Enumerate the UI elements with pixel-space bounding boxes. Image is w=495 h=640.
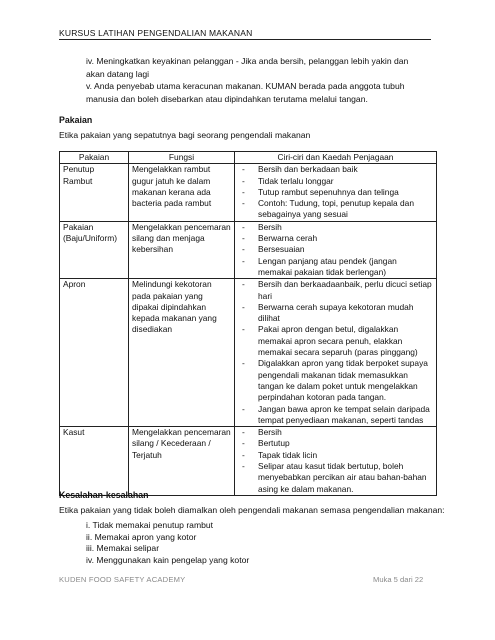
column-header: Fungsi bbox=[129, 152, 235, 164]
list-item: - Digalakkan apron yang tidak berpoket supaya pengendali makanan tidak memasukkan tangan ke dalam poket untuk mengelakkan perpindahan kotoran pada tangan. bbox=[238, 358, 433, 403]
section-heading-kesalahan: Kesalahan-kesalahan bbox=[59, 490, 149, 500]
list-item: - Selipar atau kasut tidak bertutup, boleh menyebabkan percikan air atau bahan-bahan asing ke dalam makanan. bbox=[238, 461, 433, 495]
table-cell-item: Kasut bbox=[60, 427, 129, 496]
list-item: - Tapak tidak licin bbox=[238, 450, 433, 461]
header-divider bbox=[59, 39, 431, 40]
list-item: iv. Menggunakan kain pengelap yang kotor bbox=[86, 554, 250, 565]
care-list bbox=[238, 222, 433, 278]
footer-academy-name: KUDEN FOOD SAFETY ACADEMY bbox=[59, 575, 186, 584]
table-cell-item: Pakaian (Baju/Uniform) bbox=[60, 221, 129, 278]
list-item: - Lengan panjang atau pendek (jangan memakai pakaian tidak berlengan) bbox=[238, 256, 433, 279]
intro-paragraph bbox=[86, 56, 436, 106]
column-header: Pakaian bbox=[60, 152, 129, 164]
table-cell-function: Mengelakkan pencemaran silang dan menjaga kebersihan bbox=[129, 221, 235, 278]
table-row bbox=[60, 279, 437, 427]
section-description-pakaian: Etika pakaian yang sepatutnya bagi seorang pengendali makanan bbox=[59, 130, 311, 140]
list-item: iii. Memakai selipar bbox=[86, 543, 160, 554]
table-row bbox=[60, 164, 437, 221]
care-list bbox=[238, 164, 433, 220]
care-list bbox=[238, 279, 433, 426]
intro-line: v. Anda penyebab utama keracunan makanan. KUMAN berada pada anggota tubuh bbox=[86, 81, 405, 91]
list-item: i. Tidak memakai penutup rambut bbox=[86, 520, 214, 530]
section-description-kesalahan: Etika pakaian yang tidak boleh diamalkan oleh pengendali makanan semasa pengendalian makanan: bbox=[59, 505, 445, 515]
list-item: - Pakai apron dengan betul, digalakkan memakai apron secara penuh, elakkan memakai secara separuh (paras pinggang) bbox=[238, 324, 433, 358]
intro-line: manusia dan boleh disebarkan atau dipindahkan terutama melalui tangan. bbox=[86, 93, 368, 104]
intro-line: iv. Meningkatkan keyakinan pelanggan - Jika anda bersih, pelanggan lebih yakin dan bbox=[86, 56, 409, 66]
list-item: ii. Memakai apron yang kotor bbox=[86, 531, 197, 542]
list-item: - Bersih dan berkadaan baik bbox=[238, 164, 433, 175]
list-item: - Contoh: Tudung, topi, penutup kepala dan sebagainya yang sesuai bbox=[238, 198, 433, 221]
footer-page-number: Muka 5 dari 22 bbox=[373, 575, 424, 584]
list-item: - Tutup rambut sepenuhnya dan telinga bbox=[238, 187, 433, 198]
table-cell-function: Melindungi kekotoran pada pakaian yang dipakai dipindahkan kepada makanan yang disediakan bbox=[129, 279, 235, 427]
list-item: - Bersih dan berkaadaanbaik, perlu dicuci setiap hari bbox=[238, 279, 433, 302]
list-item: - Tidak terlalu longgar bbox=[238, 176, 433, 187]
list-item: - Jangan bawa apron ke tempat selain daripada tempat penyediaan makanan, seperti tandas bbox=[238, 404, 433, 427]
table-row bbox=[60, 427, 437, 496]
column-header: Ciri-ciri dan Kaedah Penjagaan bbox=[235, 152, 437, 164]
list-item: - Berwarna cerah supaya kekotoran mudah dilihat bbox=[238, 302, 433, 325]
list-item: - Berwarna cerah bbox=[238, 233, 433, 244]
list-item: - Bertutup bbox=[238, 438, 433, 449]
list-item: - Bersih bbox=[238, 222, 433, 233]
list-item: - Bersesuaian bbox=[238, 244, 433, 255]
table-cell-care bbox=[235, 279, 437, 427]
document-header-title: KURSUS LATIHAN PENGENDALIAN MAKANAN bbox=[59, 28, 253, 38]
intro-line: akan datang lagi bbox=[86, 68, 150, 79]
care-list bbox=[238, 427, 433, 495]
table-cell-function: Mengelakkan pencemaran silang / Kecederaan / Terjatuh bbox=[129, 427, 235, 496]
table-cell-item: Penutup Rambut bbox=[60, 164, 129, 221]
mistakes-list bbox=[86, 520, 249, 566]
table-cell-function: Mengelakkan rambut gugur jatuh ke dalam makanan kerana ada bacteria pada rambut bbox=[129, 164, 235, 221]
table-cell-care bbox=[235, 427, 437, 496]
table-cell-item: Apron bbox=[60, 279, 129, 427]
table-row bbox=[60, 221, 437, 278]
list-item: - Bersih bbox=[238, 427, 433, 438]
table-cell-care bbox=[235, 164, 437, 221]
table-cell-care bbox=[235, 221, 437, 278]
section-heading-pakaian: Pakaian bbox=[59, 115, 93, 125]
clothing-table bbox=[59, 151, 437, 496]
table-header-row bbox=[60, 152, 437, 164]
